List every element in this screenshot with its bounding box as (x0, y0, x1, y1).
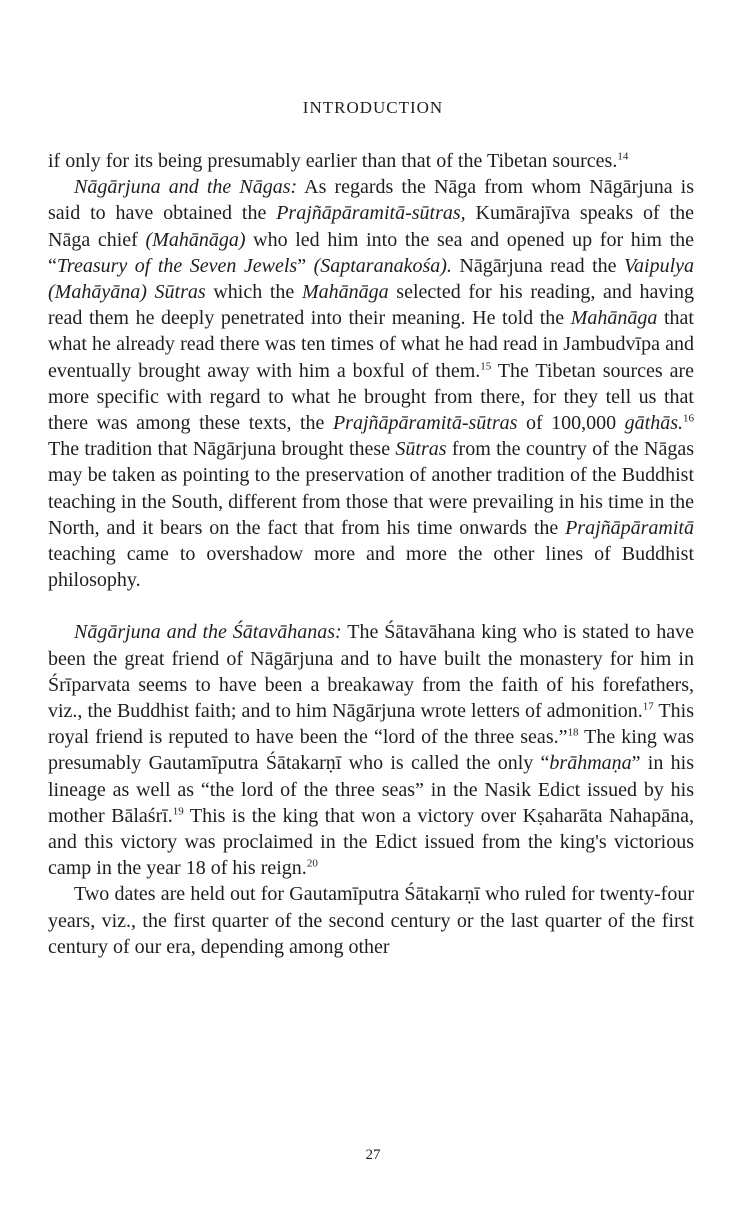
text-run: Kumārajīva speaks of the Nāga chief (48, 202, 694, 251)
italic-text: Prajñāpāramitā-sūtras (332, 412, 518, 435)
footnote-ref: 17 (642, 700, 654, 713)
footnote-ref: 14 (617, 150, 629, 163)
italic-text: Treasury of the Seven Jewels (56, 254, 298, 277)
text-run: which the (205, 281, 302, 304)
text-run: from the country of the Nāgas may be taken as pointing to the preservation of another tradition of the Buddhist teaching in the South, different from those that were prevailing in his time in the North, and it bears on the fact that from his time onwards the (48, 438, 694, 539)
text-run: The Śātavāhana king who is stated to have been the great friend of Nāgārjuna and to have built the monastery for him in Śrīparvata seems to have been a breakaway from the faith of his forefathers, viz., the Buddhist faith; and to him Nāgārjuna wrote letters of admonition. (48, 621, 694, 723)
text-run: This is the king that won a victory over Kṣaharāta Nahapāna, and this victory was proclaimed in the Edict issued from the king's victorious camp in the year 18 of his reign. (48, 804, 694, 880)
italic-text: (Saptaranakośa). (313, 254, 452, 277)
footnote-ref: 16 (683, 412, 694, 425)
italic-text: Mahānāga (570, 307, 658, 330)
italic-text: Prajñāpāramitā (565, 516, 694, 539)
italic-text: Vaipulya (Mahāyāna) Sūtras (48, 254, 695, 304)
italic-text: Nāgārjuna and the Śātavāhanas: (74, 621, 342, 644)
text-run: The Tibetan sources are more specific with regard to what he brought from there, for they tell us that there was among these texts, the (48, 359, 694, 435)
text-run: This royal friend is reputed to have been the “lord of the three seas.” (48, 700, 694, 749)
text-run: Two dates are held out for Gautamīputra Śātakarṇī who ruled for twenty-four years, viz., the first quarter of the second century or the last quarter of the first century of our era, depending among other (48, 883, 694, 958)
footnote-ref: 18 (567, 726, 579, 739)
italic-text: brāhmaṇa (549, 752, 632, 775)
italic-text: (Mahānāga) (145, 228, 246, 251)
paragraph-nagarjuna-nagas (48, 174, 694, 593)
footnote-ref: 20 (306, 857, 318, 870)
text-run: As regards the Nāga from whom Nāgārjuna is said to have obtained the (48, 176, 694, 225)
paragraph-two-dates (48, 881, 694, 960)
text-run: of 100,000 (517, 412, 625, 435)
footnote-ref: 19 (172, 805, 184, 818)
italic-text: gāthās. (624, 412, 683, 435)
text-run: Nāgārjuna read the (451, 254, 625, 277)
text-run: ” (297, 254, 314, 277)
paragraph-continued (48, 148, 694, 174)
italic-text: Nāgārjuna and the Nāgas: (74, 176, 298, 199)
running-head: INTRODUCTION (302, 98, 444, 117)
text-run: selected for his reading, and having read them he deeply penetrated into their meaning. He told the (48, 281, 694, 330)
footnote-ref: 15 (480, 359, 492, 372)
text-run: The king was presumably Gautamīputra Śātakarṇī who is called the only “ (48, 726, 694, 775)
paragraph-nagarjuna-satavahanas (48, 619, 694, 881)
italic-text: Prajñāpāramitā-sūtras, (276, 202, 466, 225)
text-run: teaching came to overshadow more and more the other lines of Buddhist philosophy. (48, 543, 694, 592)
italic-text: Sūtras (395, 438, 447, 461)
italic-text: Mahānāga (301, 281, 389, 304)
text-run: if only for its being presumably earlier than that of the Tibetan sources. (48, 150, 618, 172)
body-text (48, 148, 694, 960)
page-number: 27 (365, 1147, 381, 1163)
text-run: that what he already read there was ten times of what he had read in Jambudvīpa and eventually brought away with him a boxful of them. (48, 307, 694, 382)
text-run: ” in his lineage as well as “the lord of the three seas” in the Nasik Edict issued by his mother Bālaśrī. (48, 752, 694, 827)
text-run: The tradition that Nāgārjuna brought these (48, 438, 396, 461)
text-run: who led him into the sea and opened up for him the “ (48, 228, 694, 277)
